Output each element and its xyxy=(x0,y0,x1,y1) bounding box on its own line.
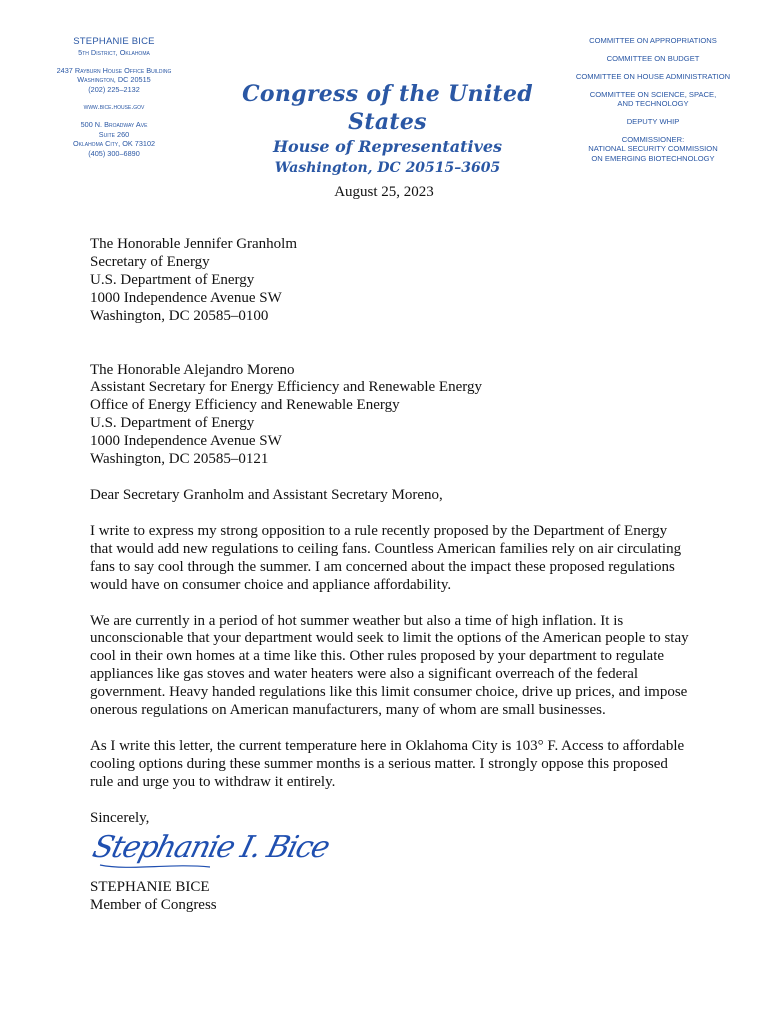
district-office-line: Suite 260 xyxy=(98,129,130,139)
website-link[interactable]: www.bice.house.gov xyxy=(83,102,145,112)
addressee-line: Office of Energy Efficiency and Renewable Energy xyxy=(90,397,400,414)
committee-item: COMMITTEE ON HOUSE ADMINISTRATION xyxy=(575,71,731,81)
addressee-line: The Honorable Alejandro Moreno xyxy=(90,361,295,378)
committee-item: ON EMERGING BIOTECHNOLOGY xyxy=(591,153,715,163)
committee-item: COMMITTEE ON BUDGET xyxy=(606,53,700,63)
addressee-line: Washington, DC 20585–0121 xyxy=(90,451,269,468)
committee-item: COMMISSIONER: xyxy=(621,134,685,144)
district-office-line: Oklahoma City, OK 73102 xyxy=(72,139,156,149)
letter-body xyxy=(90,218,690,846)
addressee-line: Washington, DC 20585–0100 xyxy=(90,307,269,324)
district-office-phone: (405) 300–6890 xyxy=(88,148,140,158)
dc-office-phone: (202) 225–2132 xyxy=(88,84,140,94)
committee-item: COMMITTEE ON SCIENCE, SPACE, xyxy=(589,89,717,99)
letterhead-title: Congress of the United States xyxy=(242,81,533,135)
letterhead-city: Washington, DC 20515–3605 xyxy=(274,160,501,176)
committee-item: DEPUTY WHIP xyxy=(626,117,680,127)
body-paragraph: We are currently in a period of hot summer weather but also a time of high inflation. It is unconscionable that your department would seek to limit the options of the American people to stay cool in their own homes at a time like this. Other rules proposed by your department to regulate appliances like gas stoves and water heaters were also a significant overreach of the federal government. Heavy handed regulations like this limit consumer choice, drive up prices, and impose onerous regulations on American manufacturers, many of whom are small businesses. xyxy=(90,612,689,719)
letterhead-center xyxy=(210,80,565,178)
addressee-line: Secretary of Energy xyxy=(90,253,210,270)
committee-item: COMMITTEE ON APPROPRIATIONS xyxy=(589,36,717,45)
committee-item: AND TECHNOLOGY xyxy=(617,99,689,109)
addressee-line: Assistant Secretary for Energy Efficiency and Renewable Energy xyxy=(90,379,482,396)
salutation: Dear Secretary Granholm and Assistant Secretary Moreno, xyxy=(90,486,443,503)
dc-office-line: 2437 Rayburn House Office Building xyxy=(56,65,172,75)
signatory-title: Member of Congress xyxy=(90,896,217,913)
district-office-line: 500 N. Broadway Ave xyxy=(80,119,148,129)
body-paragraph: As I write this letter, the current temperature here in Oklahoma City is 103° F. Access to affordable cooling options during these summer months is a serious matter. I strongly oppose this proposed rule and urge you to withdraw it entirely. xyxy=(90,737,685,790)
closing: Sincerely, xyxy=(90,809,150,826)
handwritten-signature xyxy=(89,813,333,882)
signature-image xyxy=(89,813,333,877)
addressee-line: U.S. Department of Energy xyxy=(90,415,255,432)
dc-office-line: Washington, DC 20515 xyxy=(77,75,151,85)
addressee-line: The Honorable Jennifer Granholm xyxy=(90,236,298,252)
letterhead-right xyxy=(568,36,738,163)
addressee-line: 1000 Independence Avenue SW xyxy=(90,289,282,306)
addressee-line: U.S. Department of Energy xyxy=(90,271,255,288)
letterhead-left xyxy=(40,36,188,158)
letterhead-subtitle: House of Representatives xyxy=(272,137,503,156)
signatory-name: STEPHANIE BICE xyxy=(90,879,210,895)
signatory-block xyxy=(90,879,217,915)
member-name: STEPHANIE BICE xyxy=(73,36,155,47)
body-paragraph: I write to express my strong opposition to a rule recently proposed by the Department of Energy that would add new regulations to ceiling fans. Countless American families rely on air circulating fans to say cool through the summer. I am concerned about the impact these proposed regulations would have on consumer choice and appliance affordability. xyxy=(90,522,682,593)
svg-text:Stephanie I. Bice: Stephanie I. Bice xyxy=(89,830,333,865)
letter-date: August 25, 2023 xyxy=(334,184,434,200)
committee-item: NATIONAL SECURITY COMMISSION xyxy=(588,144,718,154)
district-label: 5th District, Oklahoma xyxy=(78,48,150,57)
addressee-block-2 xyxy=(90,362,690,469)
addressee-line: 1000 Independence Avenue SW xyxy=(90,433,282,450)
